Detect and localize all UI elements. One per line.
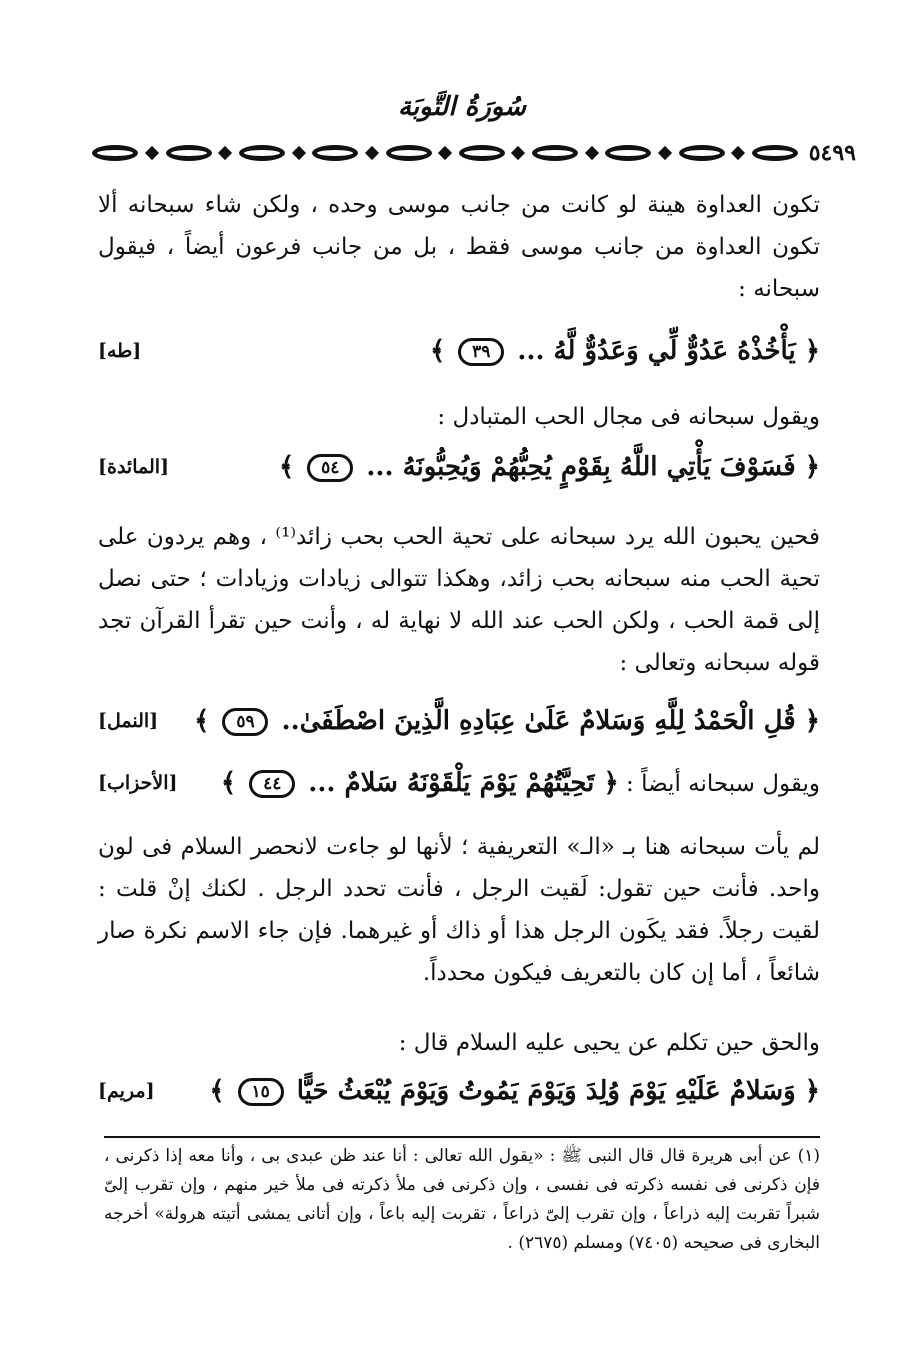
ornament-diamond (438, 146, 452, 160)
paragraph-2 (98, 396, 820, 438)
close-bracket: ﴾ (279, 452, 295, 482)
ornament-diamond (291, 146, 305, 160)
ornament-diamond (145, 146, 159, 160)
ornament-link (532, 145, 578, 161)
surah-title: سُورَةُ التَّوبَة (397, 92, 527, 122)
header-ornament-band (92, 140, 858, 166)
paragraph-text: والحق حين تكلم عن يحيى عليه السلام قال : (398, 1030, 820, 1056)
paragraph-6 (98, 1022, 820, 1064)
verse-number-badge: ٥٩ (222, 708, 268, 736)
ornament-link (459, 145, 505, 161)
verse-row-maryam (98, 1076, 820, 1106)
footnote-divider (104, 1136, 820, 1138)
paragraph-1 (98, 184, 820, 310)
paragraph-5 (98, 826, 820, 994)
verse-row-ahzab (98, 768, 820, 798)
verse-quote (194, 706, 820, 736)
close-bracket: ﴾ (429, 336, 446, 366)
close-bracket: ﴾ (194, 706, 210, 736)
lead-text: ويقول سبحانه أيضاً : (626, 771, 820, 797)
paragraph-text: ويقول سبحانه فى مجال الحب المتبادل : (437, 404, 820, 430)
ornament-link (386, 145, 432, 161)
ornament-link (92, 145, 138, 161)
verse-number-badge: ١٥ (238, 1078, 284, 1106)
ornament-link (752, 145, 798, 161)
surah-reference: [النمل] (98, 710, 159, 732)
paragraph-text: تكون العداوة هينة لو كانت من جانب موسى وحده ، ولكن شاء سبحانه ألا تكون العداوة من جانب موسى فقط ، بل من جانب فرعون أيضاً ، فيقول سبحانه : (98, 192, 820, 302)
ornament-diamond (658, 146, 672, 160)
ornament-diamond (218, 146, 232, 160)
verse-text: قُلِ الْحَمْدُ لِلَّهِ وَسَلامٌ عَلَىٰ عِبَادِهِ الَّذِينَ اصْطَفَىٰ.. (281, 706, 796, 736)
verse-row-taha (98, 336, 820, 366)
ornament-diamond (365, 146, 379, 160)
ornament-link (166, 145, 212, 161)
verse-number-badge: ٤٤ (249, 770, 295, 798)
verse-text: تَحِيَّتُهُمْ يَوْمَ يَلْقَوْنَهُ سَلامٌ ... (308, 768, 595, 798)
open-bracket: ﴿ (603, 768, 619, 798)
verse-number-badge: ٣٩ (458, 338, 504, 366)
verse-number-badge: ٥٤ (307, 454, 353, 482)
verse-quote (430, 336, 820, 366)
verse-quote (279, 452, 820, 482)
paragraph-text: لم يأت سبحانه هنا بـ «الـ» التعريفية ؛ لأنها لو جاءت لانحصر السلام فى لون واحد. فأنت حين تقول: لَقيت الرجل ، فأنت تحدد الرجل . لكنك إنْ قلت : لقيت رجلاً. فقد يكَون الرجل هذا أو ذاك أو غيرهما. فإن جاء الاسم نكرة صار شائعاً ، أما إن كان بالتعريف فيكون محدداً. (98, 834, 820, 986)
verse-line (221, 768, 820, 798)
verse-text: يَأْخُذْهُ عَدُوٌّ لِّي وَعَدُوٌّ لَّهُ ... (517, 336, 796, 366)
open-bracket: ﴿ (804, 336, 820, 366)
open-bracket: ﴿ (804, 1076, 820, 1106)
ornament-link (312, 145, 358, 161)
ornament-link (239, 145, 285, 161)
open-bracket: ﴿ (804, 452, 820, 482)
verse-quote (209, 1076, 820, 1106)
verse-row-naml (98, 706, 820, 736)
surah-reference: [الأحزاب] (98, 772, 178, 794)
close-bracket: ﴾ (220, 768, 237, 798)
paragraph-3 (98, 516, 820, 684)
verse-quote (221, 768, 619, 798)
close-bracket: ﴾ (209, 1076, 225, 1106)
paragraph-text: فحين يحبون الله يرد سبحانه على تحية الحب بحب زائد⁽¹⁾ ، وهم يردون على تحية الحب منه سبحانه بحب زائد، وهكذا تتوالى زيادات وزيادات ؛ حتى نصل إلى قمة الحب ، ولكن الحب عند الله لا نهاية له ، وأنت حين تقرأ القرآن تجد قوله سبحانه وتعالى : (98, 524, 820, 676)
surah-reference: [طه] (98, 340, 142, 362)
surah-reference: [مريم] (98, 1080, 155, 1102)
ornament-diamond (585, 146, 599, 160)
surah-reference: [المائدة] (98, 456, 170, 478)
verse-row-maidah (98, 452, 820, 482)
verse-text: وَسَلامٌ عَلَيْهِ يَوْمَ وُلِدَ وَيَوْمَ يَمُوتُ وَيَوْمَ يُبْعَثُ حَيًّا (296, 1076, 796, 1106)
ornament-diamond (511, 146, 525, 160)
verse-text: فَسَوْفَ يَأْتِي اللَّهُ بِقَوْمٍ يُحِبُّهُمْ وَيُحِبُّونَهُ ... (366, 452, 796, 482)
open-bracket: ﴿ (804, 706, 820, 736)
ornament-diamond (731, 146, 745, 160)
page-number: ٥٤٩٩ (808, 140, 856, 166)
footnote-1: (١) عن أبى هريرة قال قال النبى ﷺ : «يقول الله تعالى : أنا عند ظن عبدى بى ، وأنا معه إذا ذكرنى ، فإن ذكرنى فى نفسه ذكرته فى نفسى ، وإن ذكرنى فى ملأ ذكرته فى ملأ خير منهم ، وإن تقرب إلىّ شبراً تقربت إليه ذراعاً ، وإن تقرب إلىّ ذراعاً ، تقربت إليه باعاً ، وإن أتانى يمشى أتيته هرولة» أخرجه البخارى فى صحيحه (٧٤٠٥) ومسلم (٢٦٧٥) . (104, 1146, 820, 1253)
ornament-link (605, 145, 651, 161)
ornament-link (679, 145, 725, 161)
